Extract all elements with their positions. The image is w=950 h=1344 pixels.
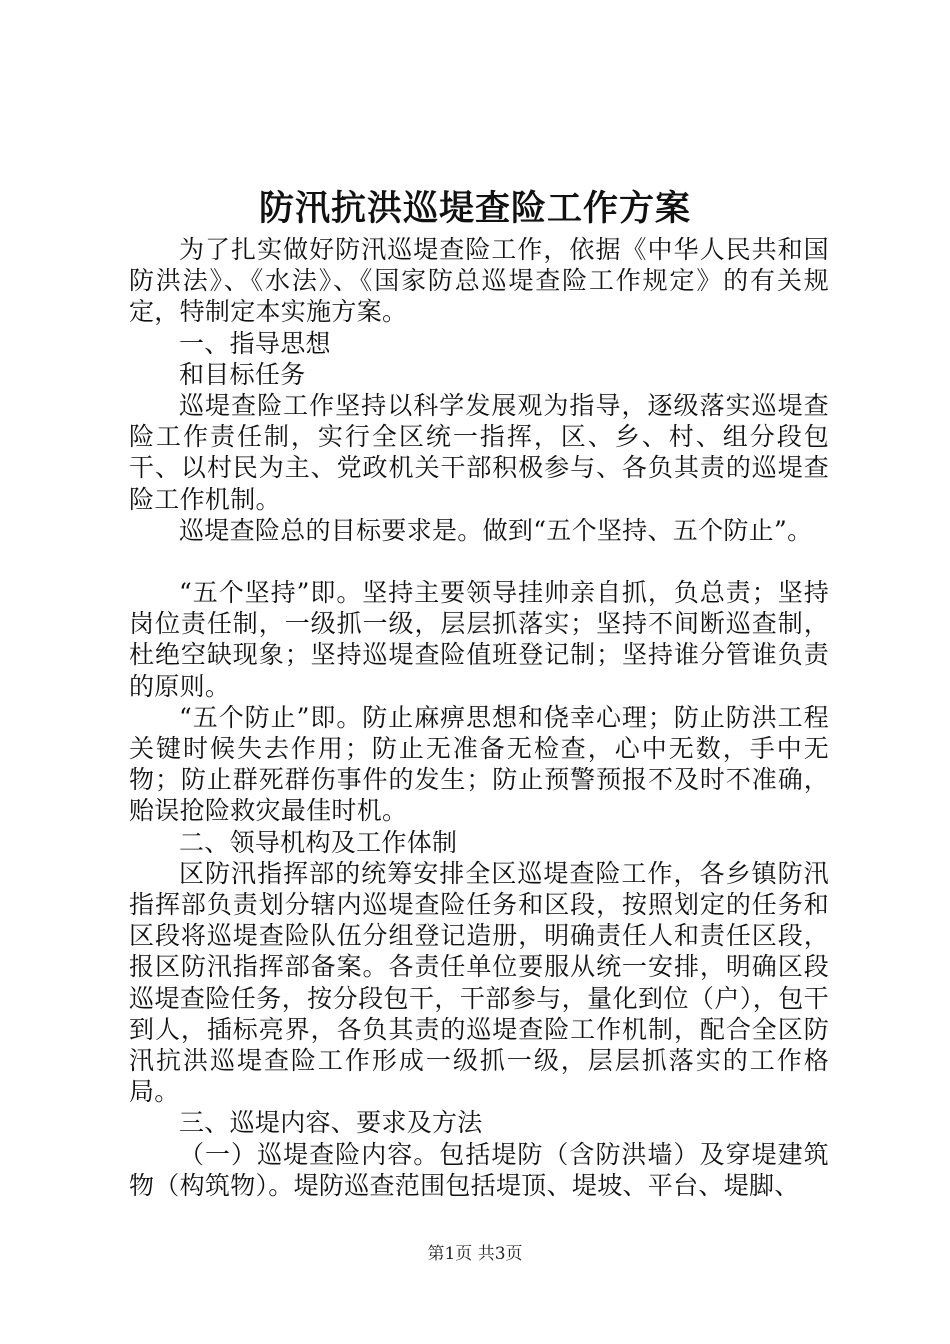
paragraph-patrol-content: （一）巡堤查险内容。包括堤防（含防洪墙）及穿堤建筑物（构筑物）。堤防巡查范围包括堤顶、堤坡、平台、堤脚、 xyxy=(129,1139,829,1200)
page-footer: 第1页 共3页 xyxy=(427,1244,523,1264)
heading-patrol-content: 三、巡堤内容、要求及方法 xyxy=(179,1108,483,1138)
paragraph-five-prevent: “五个防止”即。防止麻痹思想和侥幸心理；防止防洪工程关键时候失去作用；防止无准备无检查，心中无数，手中无物；防止群死群伤事件的发生；防止预警预报不及时不准确，贻误抢险救灾最佳时机。 xyxy=(129,702,829,826)
heading-guiding-thought: 一、指导思想 xyxy=(179,328,331,358)
paragraph-intro: 为了扎实做好防汛巡堤查险工作，依据《中华人民共和国防洪法》、《水法》、《国家防总巡堤查险工作规定》的有关规定，特制定本实施方案。 xyxy=(129,235,829,327)
heading-goals: 和目标任务 xyxy=(179,359,306,389)
document-body xyxy=(129,234,829,1201)
document-title: 防汛抗洪巡堤查险工作方案 xyxy=(258,188,691,229)
paragraph-guidance: 巡堤查险工作坚持以科学发展观为指导，逐级落实巡堤查险工作责任制，实行全区统一指挥，区、乡、村、组分段包干、以村民为主、党政机关干部积极参与、各负其责的巡堤查险工作机制。 xyxy=(129,391,829,514)
paragraph-five-persist: “五个坚持”即。坚持主要领导挂帅亲自抓，负总责；坚持岗位责任制，一级抓一级，层层抓落实；坚持不间断巡查制，杜绝空缺现象；坚持巡堤查险值班登记制；坚持谁分管谁负责的原则。 xyxy=(129,578,829,701)
paragraph-leadership: 区防汛指挥部的统筹安排全区巡堤查险工作，各乡镇防汛指挥部负责划分辖内巡堤查险任务和区段，按照划定的任务和区段将巡堤查险队伍分组登记造册，明确责任人和责任区段，报区防汛指挥部备案。各责任单位要服从统一安排，明确区段巡堤查险任务，按分段包干，干部参与，量化到位（户），包干到人，插标亮界，各负其责的巡堤查险工作机制，配合全区防汛抗洪巡堤查险工作形成一级抓一级，层层抓落实的工作格局。 xyxy=(129,858,829,1107)
paragraph-overall-goal: 巡堤查险总的目标要求是。做到“五个坚持、五个防止”。 xyxy=(179,515,813,545)
heading-leadership: 二、领导机构及工作体制 xyxy=(179,827,458,857)
